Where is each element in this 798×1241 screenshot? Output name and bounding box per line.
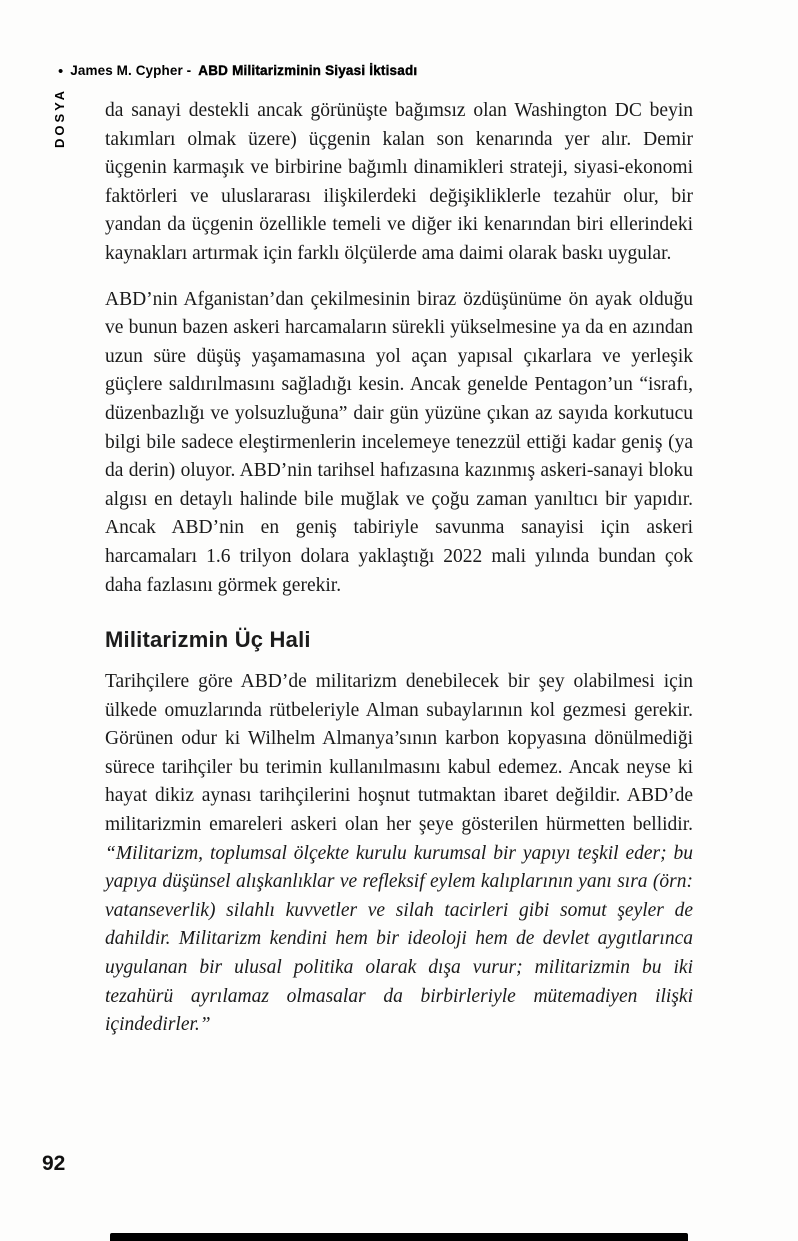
page-number: 92 — [42, 1152, 66, 1175]
quote-italic-text: “Militarizm, toplumsal ölçekte kurulu kurumsal bir yapıyı teşkil eder; bu yapıya düşünsel alışkanlıklar ve refleksif eylem kalıplarının yanı sıra (örn: vatanseverlik) silahlı kuvvetler ve silah tacirleri gibi somut şeyler de dahildir. Militarizm kendini hem bir ideoloji hem de devlet aygıtlarınca uygulanan bir ulusal politika olarak dışa vurur; militarizmin bu iki tezahürü ayrılamaz olmasalar da birbirleriyle mütemadiyen ilişki içindedirler.” — [105, 842, 693, 1036]
next-page-edge — [110, 1233, 688, 1241]
section-label-dosya: DOSYA — [52, 88, 67, 149]
paragraph-3 — [105, 668, 693, 1040]
page-header — [58, 63, 417, 78]
paragraph-3-text: Tarihçilere göre ABD’de militarizm denebilecek bir şey olabilmesi için ülkede omuzlarında rütbeleriyle Alman subaylarının kol gezmesi gerekir. Görünen odur ki Wilhelm Almanya’sının karbon kopyasına dönülmediği sürece tarihçiler bu terimin kullanılmasını kabul edemez. Ancak neyse ki hayat dikiz aynası tarihçilerini hoşnut tutmaktan ibaret değildir. ABD’de militarizmin emareleri askeri olan her şeye gösterilen hürmetten bellidir. — [105, 671, 693, 836]
section-heading: Militarizmin Üç Hali — [105, 627, 311, 653]
bullet-icon: • — [58, 63, 64, 80]
paragraph-2: ABD’nin Afganistan’dan çekilmesinin biraz özdüşünüme ön ayak olduğu ve bunun bazen askeri harcamaların sürekli yükselmesine ya da en azından uzun süre düşüş yaşamamasına yol açan yapısal çıkarlara ve yerleşik güçlere saldırılmasını sağladığı kesin. Ancak genelde Pentagon’un “israfı, düzenbazlığı ve yolsuzluğuna” dair gün yüzüne çıkan az sayıda korkutucu bilgi bile sadece eleştirmenlerin incelemeye tenezzül ettiği kadar geniş (ya da derin) oluyor. ABD’nin tarihsel hafızasına kazınmış askeri-sanayi bloku algısı en detaylı halinde bile muğlak ve çoğu zaman yanıltıcı bir yapıdır. Ancak ABD’nin en geniş tabiriyle savunma sanayisi için askeri harcamaları 1.6 trilyon dolara yaklaştığı 2022 mali yılında bundan çok daha fazlasını görmek gerekir. — [105, 288, 693, 596]
header-book-title: ABD Militarizminin Siyasi İktisadı — [198, 63, 418, 78]
paragraph-1: da sanayi destekli ancak görünüşte bağımsız olan Washington DC beyin takımları olmak üzere) üçgenin kalan son kenarında yer alır. Demir üçgenin karmaşık ve birbirine bağımlı dinamikleri strateji, siyasi-ekonomi faktörleri ve uluslararası ilişkilerdeki değişikliklerle tezahür olur, bir yandan da üçgenin özellikle temeli ve diğer iki kenarından biri ellerindeki kaynakları artırmak için farklı ölçülerde ama daimi olarak baskı uygular. — [105, 100, 693, 264]
page-body — [105, 97, 693, 1057]
header-author: James M. Cypher - — [70, 63, 192, 78]
